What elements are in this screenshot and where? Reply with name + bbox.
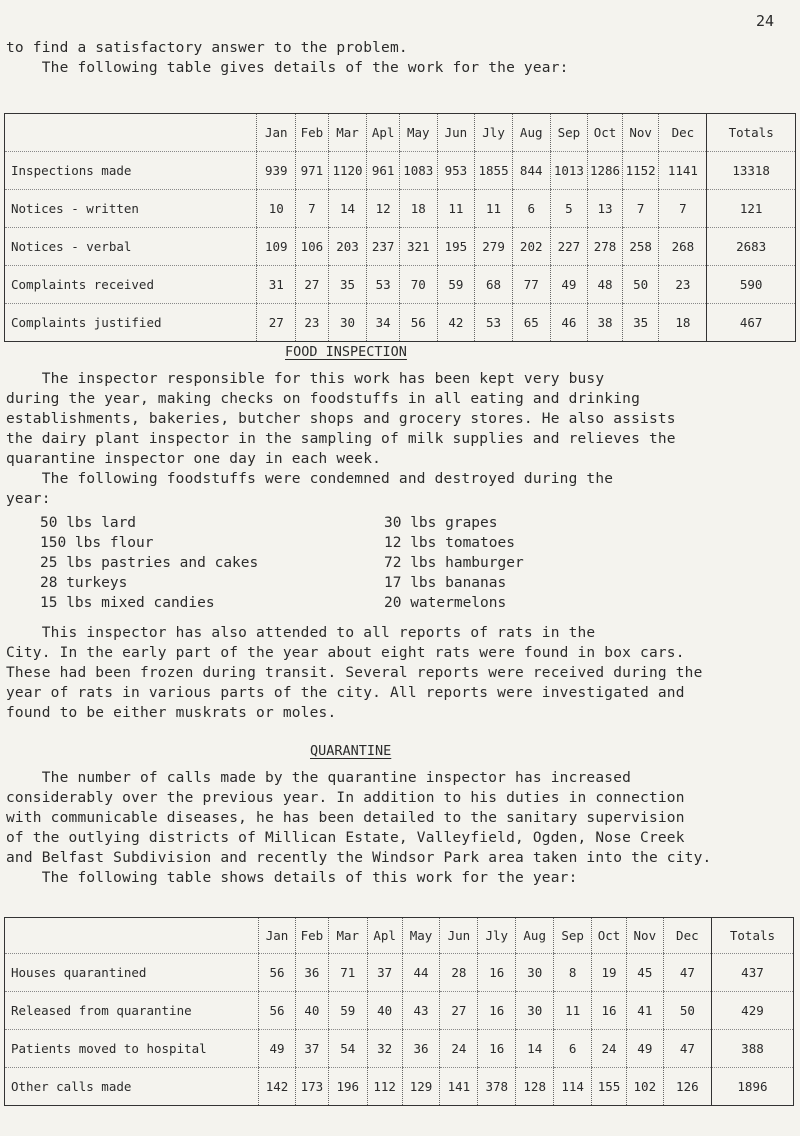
row-label: Complaints justified bbox=[11, 315, 162, 330]
row-total: 437 bbox=[711, 954, 793, 992]
paragraph-line: These had been frozen during transit. Several reports were received during the bbox=[6, 665, 703, 681]
row-total: 388 bbox=[711, 1030, 793, 1068]
row-label: Notices - verbal bbox=[5, 228, 257, 266]
table-cell: 68 bbox=[475, 266, 513, 304]
table-cell: 56 bbox=[259, 954, 296, 992]
month-header: Jly bbox=[475, 114, 513, 152]
table-cell: 77 bbox=[512, 266, 550, 304]
page-number: 24 bbox=[756, 12, 775, 30]
table-cell: 30 bbox=[328, 304, 367, 342]
month-header: Dec bbox=[659, 114, 707, 152]
table-cell: 49 bbox=[626, 1030, 663, 1068]
condemned-item: 50 lbs lard bbox=[40, 515, 137, 531]
table-row bbox=[5, 266, 796, 304]
table-cell: 71 bbox=[328, 954, 367, 992]
table-cell: 30 bbox=[516, 954, 554, 992]
table-cell: 49 bbox=[259, 1030, 296, 1068]
table-cell: 32 bbox=[367, 1030, 402, 1068]
month-header: Feb bbox=[295, 918, 328, 954]
table-cell: 12 bbox=[367, 190, 400, 228]
row-total: 1896 bbox=[711, 1068, 793, 1106]
table-cell: 11 bbox=[554, 992, 592, 1030]
table-row bbox=[5, 1030, 794, 1068]
table-cell: 953 bbox=[437, 152, 475, 190]
table-cell: 48 bbox=[588, 266, 623, 304]
table-cell: 961 bbox=[367, 152, 400, 190]
paragraph-line: The number of calls made by the quarantine inspector has increased bbox=[6, 770, 632, 786]
paragraph-line: This inspector has also attended to all reports of rats in the bbox=[6, 625, 596, 641]
table-row bbox=[5, 190, 796, 228]
table-cell: 50 bbox=[622, 266, 659, 304]
month-header: Mar bbox=[328, 918, 367, 954]
table-cell: 128 bbox=[516, 1068, 554, 1106]
row-label: Notices - written bbox=[5, 190, 257, 228]
table-cell: 10 bbox=[257, 190, 296, 228]
table-cell: 378 bbox=[478, 1068, 516, 1106]
row-total: 2683 bbox=[707, 228, 796, 266]
table-cell: 56 bbox=[259, 992, 296, 1030]
month-header: Nov bbox=[626, 918, 663, 954]
paragraph-line: of the outlying districts of Millican Estate, Valleyfield, Ogden, Nose Creek bbox=[6, 830, 685, 846]
paragraph-line: with communicable diseases, he has been detailed to the sanitary supervision bbox=[6, 810, 685, 826]
intro-line: to find a satisfactory answer to the problem. bbox=[6, 40, 408, 56]
table-cell: 8 bbox=[554, 954, 592, 992]
table-cell: 45 bbox=[626, 954, 663, 992]
month-header: Jun bbox=[437, 114, 475, 152]
table-cell: 37 bbox=[367, 954, 402, 992]
quarantine-table bbox=[4, 917, 794, 1106]
paragraph-line: and Belfast Subdivision and recently the Windsor Park area taken into the city. bbox=[6, 850, 712, 866]
table-cell: 155 bbox=[592, 1068, 627, 1106]
row-total: 590 bbox=[707, 266, 796, 304]
table-cell: 49 bbox=[550, 266, 588, 304]
table-cell: 24 bbox=[592, 1030, 627, 1068]
header-blank bbox=[5, 114, 257, 152]
table-cell: 6 bbox=[512, 190, 550, 228]
table-cell: 6 bbox=[554, 1030, 592, 1068]
table-cell: 53 bbox=[367, 266, 400, 304]
table-cell: 16 bbox=[478, 992, 516, 1030]
table-cell: 59 bbox=[437, 266, 475, 304]
month-header: Sep bbox=[554, 918, 592, 954]
condemned-item: 12 lbs tomatoes bbox=[384, 535, 515, 551]
table-cell: 35 bbox=[328, 266, 367, 304]
month-header: Oct bbox=[592, 918, 627, 954]
row-total: 467 bbox=[707, 304, 796, 342]
table-cell: 37 bbox=[295, 1030, 328, 1068]
paragraph-line: quarantine inspector one day in each week. bbox=[6, 451, 382, 467]
table-cell: 939 bbox=[257, 152, 296, 190]
condemned-item: 28 turkeys bbox=[40, 575, 128, 591]
table-cell: 11 bbox=[437, 190, 475, 228]
row-label: Houses quarantined bbox=[5, 954, 259, 992]
table-row bbox=[5, 954, 794, 992]
table-cell: 142 bbox=[259, 1068, 296, 1106]
table-cell: 7 bbox=[622, 190, 659, 228]
table-cell: 54 bbox=[328, 1030, 367, 1068]
table-cell: 173 bbox=[295, 1068, 328, 1106]
row-label: Other calls made bbox=[11, 1079, 132, 1094]
month-header: Nov bbox=[622, 114, 659, 152]
condemned-item: 30 lbs grapes bbox=[384, 515, 498, 531]
table-cell: 1083 bbox=[399, 152, 437, 190]
table-cell: 227 bbox=[550, 228, 588, 266]
month-header: Jan bbox=[257, 114, 296, 152]
table-cell: 41 bbox=[626, 992, 663, 1030]
row-label: Released from quarantine bbox=[5, 992, 259, 1030]
table-cell: 44 bbox=[402, 954, 440, 992]
inspection-table bbox=[4, 113, 796, 342]
table-cell: 40 bbox=[367, 992, 402, 1030]
table-cell: 34 bbox=[367, 304, 400, 342]
table-cell: 195 bbox=[437, 228, 475, 266]
month-header: Apl bbox=[367, 114, 400, 152]
row-label: Inspections made bbox=[5, 152, 257, 190]
table-cell: 27 bbox=[257, 304, 296, 342]
table-cell: 36 bbox=[295, 954, 328, 992]
table-cell: 321 bbox=[399, 228, 437, 266]
paragraph-line: considerably over the previous year. In addition to his duties in connection bbox=[6, 790, 685, 806]
table-cell: 13 bbox=[588, 190, 623, 228]
table-cell: 258 bbox=[622, 228, 659, 266]
totals-header: Totals bbox=[707, 114, 796, 152]
table-cell: 114 bbox=[554, 1068, 592, 1106]
paragraph-line: The inspector responsible for this work has been kept very busy bbox=[6, 371, 605, 387]
table-header-row bbox=[5, 918, 794, 954]
table-cell: 14 bbox=[328, 190, 367, 228]
paragraph-line: during the year, making checks on foodstuffs in all eating and drinking bbox=[6, 391, 641, 407]
month-header: Jan bbox=[259, 918, 296, 954]
table-cell: 23 bbox=[296, 304, 329, 342]
table-cell: 268 bbox=[659, 228, 707, 266]
table-cell: 65 bbox=[512, 304, 550, 342]
table-cell: 203 bbox=[328, 228, 367, 266]
table-cell: 106 bbox=[296, 228, 329, 266]
table-cell: 102 bbox=[626, 1068, 663, 1106]
table-cell: 14 bbox=[516, 1030, 554, 1068]
table-cell: 43 bbox=[402, 992, 440, 1030]
table-cell: 28 bbox=[440, 954, 478, 992]
table-cell: 141 bbox=[440, 1068, 478, 1106]
table-cell: 126 bbox=[663, 1068, 711, 1106]
month-header: Mar bbox=[328, 114, 367, 152]
condemned-list-left bbox=[40, 515, 258, 615]
table-cell: 1120 bbox=[328, 152, 367, 190]
paragraph-line: the dairy plant inspector in the sampling of milk supplies and relieves the bbox=[6, 431, 676, 447]
row-label: Patients moved to hospital bbox=[5, 1030, 259, 1068]
table-cell: 18 bbox=[659, 304, 707, 342]
table-cell: 844 bbox=[512, 152, 550, 190]
table-cell: 70 bbox=[399, 266, 437, 304]
paragraph-line: The following table shows details of this work for the year: bbox=[6, 870, 578, 886]
month-header: Oct bbox=[588, 114, 623, 152]
table-cell: 1141 bbox=[659, 152, 707, 190]
month-header: May bbox=[399, 114, 437, 152]
row-total: 429 bbox=[711, 992, 793, 1030]
totals-header: Totals bbox=[711, 918, 793, 954]
table-cell: 11 bbox=[475, 190, 513, 228]
table-cell: 129 bbox=[402, 1068, 440, 1106]
month-header: Jun bbox=[440, 918, 478, 954]
table-cell: 36 bbox=[402, 1030, 440, 1068]
header-blank bbox=[5, 918, 259, 954]
table-cell: 19 bbox=[592, 954, 627, 992]
table-cell: 112 bbox=[367, 1068, 402, 1106]
month-header: Dec bbox=[663, 918, 711, 954]
paragraph-line: City. In the early part of the year about eight rats were found in box cars. bbox=[6, 645, 685, 661]
condemned-item: 20 watermelons bbox=[384, 595, 507, 611]
table-cell: 47 bbox=[663, 1030, 711, 1068]
table-row bbox=[5, 992, 794, 1030]
table-cell: 279 bbox=[475, 228, 513, 266]
table-cell: 35 bbox=[622, 304, 659, 342]
paragraph-line: found to be either muskrats or moles. bbox=[6, 705, 337, 721]
paragraph-line: year of rats in various parts of the city. All reports were investigated and bbox=[6, 685, 685, 701]
table-cell: 278 bbox=[588, 228, 623, 266]
table-row bbox=[5, 304, 796, 342]
table-row bbox=[5, 228, 796, 266]
table-cell: 18 bbox=[399, 190, 437, 228]
table-cell: 30 bbox=[516, 992, 554, 1030]
table-cell: 47 bbox=[663, 954, 711, 992]
table-cell: 109 bbox=[257, 228, 296, 266]
table-header-row bbox=[5, 114, 796, 152]
table-cell: 7 bbox=[659, 190, 707, 228]
condemned-item: 25 lbs pastries and cakes bbox=[40, 555, 259, 571]
table-cell: 27 bbox=[296, 266, 329, 304]
table-cell: 59 bbox=[328, 992, 367, 1030]
paragraph-line: establishments, bakeries, butcher shops and grocery stores. He also assists bbox=[6, 411, 676, 427]
quarantine-heading: QUARANTINE bbox=[310, 743, 392, 759]
table-cell: 16 bbox=[478, 1030, 516, 1068]
paragraph-line: year: bbox=[6, 491, 51, 507]
month-header: Feb bbox=[296, 114, 329, 152]
table-cell: 40 bbox=[295, 992, 328, 1030]
month-header: May bbox=[402, 918, 440, 954]
table-cell: 5 bbox=[550, 190, 588, 228]
table-cell: 16 bbox=[478, 954, 516, 992]
table-cell: 56 bbox=[399, 304, 437, 342]
month-header: Apl bbox=[367, 918, 402, 954]
table-cell: 24 bbox=[440, 1030, 478, 1068]
table-cell: 42 bbox=[437, 304, 475, 342]
table-cell: 50 bbox=[663, 992, 711, 1030]
table-cell: 1152 bbox=[622, 152, 659, 190]
table-cell: 23 bbox=[659, 266, 707, 304]
intro-line: The following table gives details of the work for the year: bbox=[6, 60, 569, 76]
table-cell: 196 bbox=[328, 1068, 367, 1106]
table-cell: 7 bbox=[296, 190, 329, 228]
table-row bbox=[5, 152, 796, 190]
month-header: Jly bbox=[478, 918, 516, 954]
table-cell: 1013 bbox=[550, 152, 588, 190]
month-header: Sep bbox=[550, 114, 588, 152]
row-label: Complaints received bbox=[5, 266, 257, 304]
row-total: 13318 bbox=[707, 152, 796, 190]
paragraph-line: The following foodstuffs were condemned and destroyed during the bbox=[6, 471, 614, 487]
table-cell: 971 bbox=[296, 152, 329, 190]
table-cell: 27 bbox=[440, 992, 478, 1030]
table-cell: 237 bbox=[367, 228, 400, 266]
condemned-item: 72 lbs hamburger bbox=[384, 555, 524, 571]
table-cell: 31 bbox=[257, 266, 296, 304]
table-cell: 38 bbox=[588, 304, 623, 342]
condemned-list-right bbox=[384, 515, 524, 615]
condemned-item: 15 lbs mixed candies bbox=[40, 595, 215, 611]
table-row bbox=[5, 1068, 794, 1106]
table-cell: 46 bbox=[550, 304, 588, 342]
condemned-item: 150 lbs flour bbox=[40, 535, 154, 551]
condemned-item: 17 lbs bananas bbox=[384, 575, 507, 591]
table-cell: 1286 bbox=[588, 152, 623, 190]
food-inspection-heading: FOOD INSPECTION bbox=[285, 344, 407, 360]
month-header: Aug bbox=[512, 114, 550, 152]
table-cell: 53 bbox=[475, 304, 513, 342]
month-header: Aug bbox=[516, 918, 554, 954]
table-cell: 202 bbox=[512, 228, 550, 266]
row-total: 121 bbox=[707, 190, 796, 228]
table-cell: 16 bbox=[592, 992, 627, 1030]
table-cell: 1855 bbox=[475, 152, 513, 190]
